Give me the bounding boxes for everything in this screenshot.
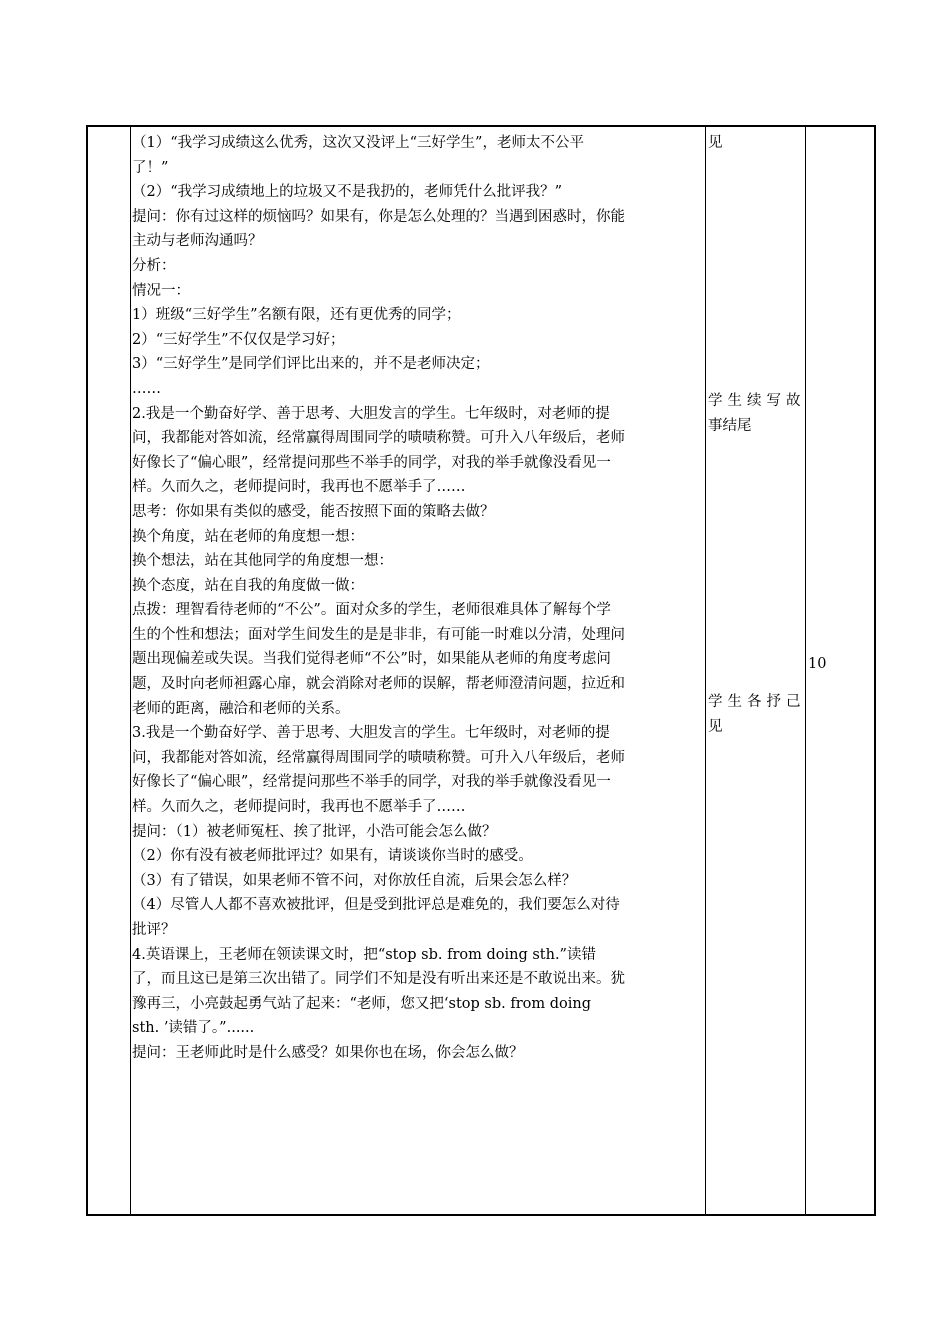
content-line: 提问：王老师此时是什么感受？如果你也在场，你会怎么做？ (132, 1044, 524, 1061)
teaching-content-cell (132, 131, 707, 1066)
content-line: （2）你有没有被老师批评过？如果有，请谈谈你当时的感受。 (132, 848, 533, 865)
activity-note-line: 见 (708, 718, 723, 735)
content-line: sth. ’读错了。”...... (132, 1020, 255, 1037)
lesson-table (86, 125, 876, 1216)
content-line: 点拨：理智看待老师的“不公”。面对众多的学生，老师很难具体了解每个学 (132, 602, 611, 619)
content-line: 批评？ (132, 922, 176, 938)
content-line: 2.我是一个勤奋好学、善于思考、大胆发言的学生。七年级时，对老师的提 (132, 405, 610, 422)
content-line: 好像长了“偏心眼”，经常提问那些不举手的同学，对我的举手就像没看见一 (132, 454, 611, 471)
time-value: 10 (808, 656, 827, 672)
content-line: 问，我都能对答如流，经常赢得周围同学的啧啧称赞。可升入八年级后，老师 (132, 430, 625, 447)
content-line: （1）“我学习成绩这么优秀，这次又没评上“三好学生”，老师太不公平 (132, 135, 584, 151)
activity-note-line: 学生各抒己 (708, 694, 806, 710)
content-line: 豫再三，小亮鼓起勇气站了起来：“老师，您又把‘stop sb. from doing (132, 995, 592, 1012)
content-line: 3.我是一个勤奋好学、善于思考、大胆发言的学生。七年级时，对老师的提 (132, 725, 610, 742)
content-line: 题，及时向老师袒露心扉，就会消除对老师的误解，帮老师澄清问题，拉近和 (132, 676, 625, 693)
content-line: 了，而且这已是第三次出错了。同学们不知是没有听出来还是不敢说出来。犹 (132, 971, 625, 988)
content-line: 题出现偏差或失误。当我们觉得老师“不公”时，如果能从老师的角度考虑问 (132, 651, 611, 668)
content-line: 4.英语课上，王老师在领读课文时，把“stop sb. from doing sth.”读错 (132, 946, 596, 963)
activity-note-line: 事结尾 (708, 417, 752, 434)
activity-note-top (708, 131, 723, 156)
content-line: （4）尽管人人都不喜欢被批评，但是受到批评总是难免的，我们要怎么对待 (132, 897, 620, 914)
content-line: 样。久而久之，老师提问时，我再也不愿举手了…… (132, 479, 466, 496)
content-line: 换个态度，站在自我的角度做一做： (132, 577, 364, 594)
column-divider (130, 127, 131, 1214)
content-line: 分析： (132, 257, 176, 274)
activity-note-line: 学生续写故 (708, 393, 806, 409)
content-line: …… (132, 380, 161, 397)
content-line: 问，我都能对答如流，经常赢得周围同学的啧啧称赞。可升入八年级后，老师 (132, 749, 625, 766)
content-line: 提问：（1）被老师冤枉、挨了批评，小浩可能会怎么做？ (132, 823, 497, 840)
activity-note-story (708, 389, 806, 438)
activity-note-opinion (708, 690, 806, 739)
column-divider (805, 127, 806, 1214)
content-line: 3）“三好学生”是同学们评比出来的，并不是老师决定； (132, 356, 490, 373)
content-line: 样。久而久之，老师提问时，我再也不愿举手了…… (132, 799, 466, 816)
content-line: （3）有了错误，如果老师不管不问，对你放任自流，后果会怎么样？ (132, 872, 577, 889)
content-line: 了！” (132, 159, 169, 176)
content-line: 思考：你如果有类似的感受，能否按照下面的策略去做？ (132, 503, 495, 520)
content-line: 换个角度，站在老师的角度想一想： (132, 528, 364, 545)
content-line: 主动与老师沟通吗？ (132, 233, 263, 250)
activity-note-line: 见 (708, 135, 723, 151)
time-cell (808, 652, 826, 677)
content-line: （2）“我学习成绩地上的垃圾又不是我扔的，老师凭什么批评我？” (132, 184, 563, 201)
content-line: 1）班级“三好学生”名额有限，还有更优秀的同学； (132, 307, 461, 324)
content-line: 老师的距离，融洽和老师的关系。 (132, 700, 350, 717)
content-line: 换个想法，站在其他同学的角度想一想： (132, 553, 393, 570)
content-line: 2）“三好学生”不仅仅是学习好； (132, 331, 345, 348)
content-line: 好像长了“偏心眼”，经常提问那些不举手的同学，对我的举手就像没看见一 (132, 774, 611, 791)
content-line: 情况一： (132, 282, 190, 299)
content-line: 生的个性和想法；面对学生间发生的是是非非，有可能一时难以分清，处理问 (132, 626, 625, 643)
content-line: 提问：你有过这样的烦恼吗？如果有，你是怎么处理的？当遇到困惑时，你能 (132, 208, 625, 225)
